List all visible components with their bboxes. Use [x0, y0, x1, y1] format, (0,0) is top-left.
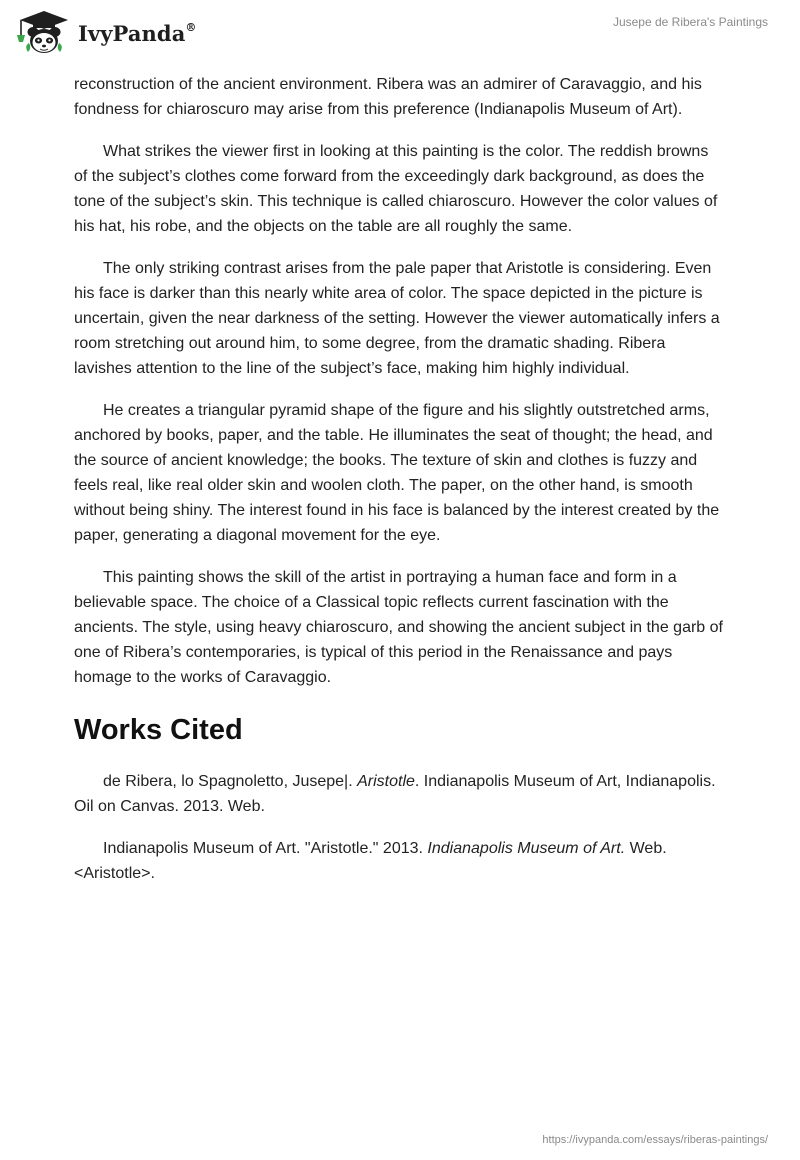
document-title: Jusepe de Ribera's Paintings [612, 15, 768, 29]
citation-1-author: de Ribera, lo Spagnoletto, Jusepe|. [103, 773, 358, 790]
citation-2-author: Indianapolis Museum of Art. "Aristotle." 2013. [103, 840, 428, 857]
ivypanda-logo[interactable] [12, 8, 197, 56]
citation-2-details: Web. <Aristotle>. [74, 840, 667, 882]
page-header [0, 0, 800, 70]
brand-name: IvyPanda [78, 20, 186, 46]
paragraph-1: reconstruction of the ancient environment. Ribera was an admirer of Caravaggio, and his fondness for chiaroscuro may arise from this preference (Indianapolis Museum of Art). [74, 76, 702, 118]
paragraph-2: What strikes the viewer first in looking at this painting is the color. The reddish browns of the subject’s clothes come forward from the exceedingly dark background, as does the tone of the subject’s skin. This technique is called chiaroscuro. However the color values of his hat, his robe, and the objects on the table are all roughly the same. [74, 143, 718, 235]
citation-2 [74, 836, 726, 886]
logo-wordmark [78, 21, 197, 46]
citation-2-title: Indianapolis Museum of Art. [427, 840, 626, 857]
paragraph-5: This painting shows the skill of the artist in portraying a human face and form in a believable space. The choice of a Classical topic reflects current fascination with the ancients. The style, using heavy chiaroscuro, and showing the ancient subject in the garb of one of Ribera’s contemporaries, is typical of this period in the Renaissance and pays homage to the works of Caravaggio. [74, 569, 723, 686]
citation-1-details: . Indianapolis Museum of Art, Indianapolis. Oil on Canvas. 2013. Web. [74, 773, 716, 815]
paragraph-4: He creates a triangular pyramid shape of the figure and his slightly outstretched arms, anchored by books, paper, and the table. He illuminates the seat of thought; the head, and the source of ancient knowledge; the books. The texture of skin and clothes is fuzzy and feels real, like real older skin and woolen cloth. The paper, on the other hand, is smooth without being shiny. The interest found in his face is balanced by the interest created by the paper, generating a diagonal movement for the eye. [74, 402, 720, 544]
registered-mark: ® [185, 20, 197, 34]
citation-1-title: Aristotle [357, 773, 415, 790]
paragraph-3: The only striking contrast arises from the pale paper that Aristotle is considering. Even his face is darker than this nearly white area of color. The space depicted in the picture is uncertain, given the near darkness of the setting. However the viewer automatically infers a room stretching out around him, to some degree, from the dramatic shading. Ribera lavishes attention to the line of the subject’s face, making him highly individual. [74, 260, 720, 377]
works-cited-heading: Works Cited [74, 714, 243, 746]
panda-graduate-icon [12, 8, 76, 56]
citation-1 [74, 769, 726, 819]
essay-content [74, 72, 726, 903]
source-url[interactable]: https://ivypanda.com/essays/riberas-paintings/ [542, 1134, 768, 1146]
